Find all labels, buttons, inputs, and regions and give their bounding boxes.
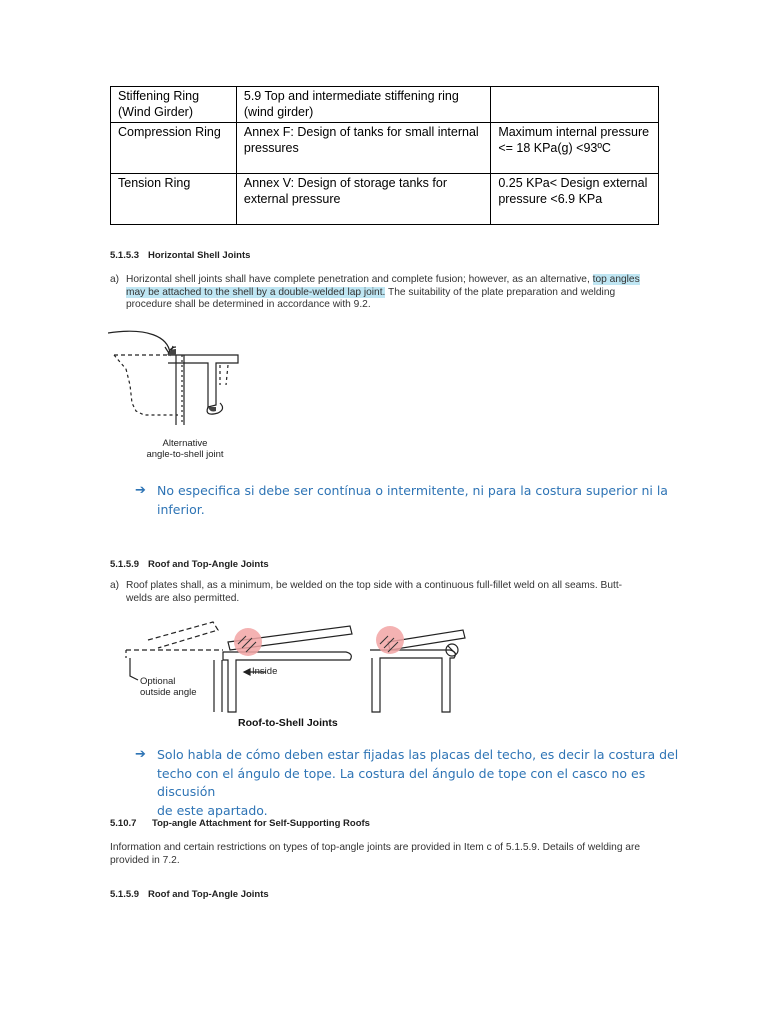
section-heading-roof-top-angle-joints — [110, 559, 269, 570]
caption-line: angle-to-shell joint — [146, 449, 224, 460]
section-number: 5.1.5.3 — [110, 250, 140, 261]
ring-table — [110, 86, 659, 225]
label-line: Optional — [140, 676, 176, 687]
horizontal-joints-paragraph — [110, 274, 660, 312]
arrow-right-icon: ➔ — [135, 483, 146, 498]
roof-joints-paragraph — [110, 580, 665, 605]
note-line: Solo habla de cómo deben estar fijadas las placas del techo, es decir la costura del — [157, 747, 679, 762]
note-line: No especifica si debe ser contínua o intermitente, ni para la costura superior ni la — [157, 483, 668, 498]
paragraph-text: provided in 7.2. — [110, 854, 180, 866]
note-continuity — [135, 482, 695, 522]
paragraph-text: Roof plates shall, as a minimum, be welded on the top side with a continuous full-fillet weld on all seams. Butt- — [126, 580, 623, 591]
paragraph-text: welds are also permitted. — [126, 592, 240, 604]
highlighted-text: may be attached to the shell by a double-welded lap joint. — [126, 286, 386, 298]
table-cell: 5.9 Top and intermediate stiffening ring (wind girder) — [236, 87, 490, 123]
label-line: outside angle — [140, 687, 197, 698]
section-number: 5.10.7 — [110, 818, 137, 829]
table-row — [111, 174, 659, 225]
figure-caption: Roof-to-Shell Joints — [238, 717, 338, 729]
paragraph-text: procedure shall be determined in accordance with 9.2. — [126, 299, 371, 310]
angle-to-shell-joint-figure — [108, 325, 258, 435]
table-row — [111, 123, 659, 174]
table-row — [111, 87, 659, 123]
label-inside: Inside — [252, 666, 278, 677]
paragraph-text: Horizontal shell joints shall have complete penetration and complete fusion; however, as an alternative, — [126, 274, 590, 285]
table-cell: Annex V: Design of storage tanks for external pressure — [236, 174, 490, 225]
table-cell: Maximum internal pressure <= 18 KPa(g) <93ºC — [491, 123, 659, 174]
note-line: techo con el ángulo de tope. La costura del ángulo de tope con el casco no es discusión — [157, 765, 646, 799]
top-angle-attachment-paragraph — [110, 842, 670, 867]
note-line: de este apartado. — [157, 802, 268, 818]
item-label: a) — [110, 580, 120, 591]
section-title: Top-angle Attachment for Self-Supporting Roofs — [152, 818, 370, 829]
section-title: Roof and Top-Angle Joints — [148, 889, 269, 900]
section-title: Roof and Top-Angle Joints — [148, 559, 269, 570]
table-cell: 0.25 KPa< Design external pressure <6.9 KPa — [491, 174, 659, 225]
caption-line: Alternative — [162, 438, 208, 449]
roof-to-shell-joints-figure — [118, 612, 483, 722]
label-optional-outside-angle — [140, 676, 197, 698]
table-cell: Annex F: Design of tanks for small internal pressures — [236, 123, 490, 174]
paragraph-text: The suitability of the plate preparation and welding — [388, 286, 616, 298]
section-heading-horizontal-shell-joints — [110, 250, 250, 261]
table-cell: Tension Ring — [111, 174, 237, 225]
highlighted-text: top angles — [592, 274, 640, 285]
section-title: Horizontal Shell Joints — [148, 250, 251, 261]
note-roof-plates — [135, 746, 695, 818]
arrow-right-icon: ➔ — [135, 747, 146, 762]
paragraph-text: Information and certain restrictions on types of top-angle joints are provided in Item c of 5.1.5.9. Details of welding are — [110, 842, 641, 853]
item-label: a) — [110, 274, 120, 285]
section-number: 5.1.5.9 — [110, 559, 140, 570]
figure-caption — [120, 438, 250, 460]
section-heading-top-angle-attachment — [110, 818, 370, 829]
section-number: 5.1.5.9 — [110, 889, 140, 900]
section-heading-roof-top-angle-joints-2 — [110, 889, 269, 900]
table-cell — [491, 87, 659, 123]
note-line: inferior. — [157, 501, 205, 517]
table-cell: Compression Ring — [111, 123, 237, 174]
table-cell: Stiffening Ring (Wind Girder) — [111, 87, 237, 123]
